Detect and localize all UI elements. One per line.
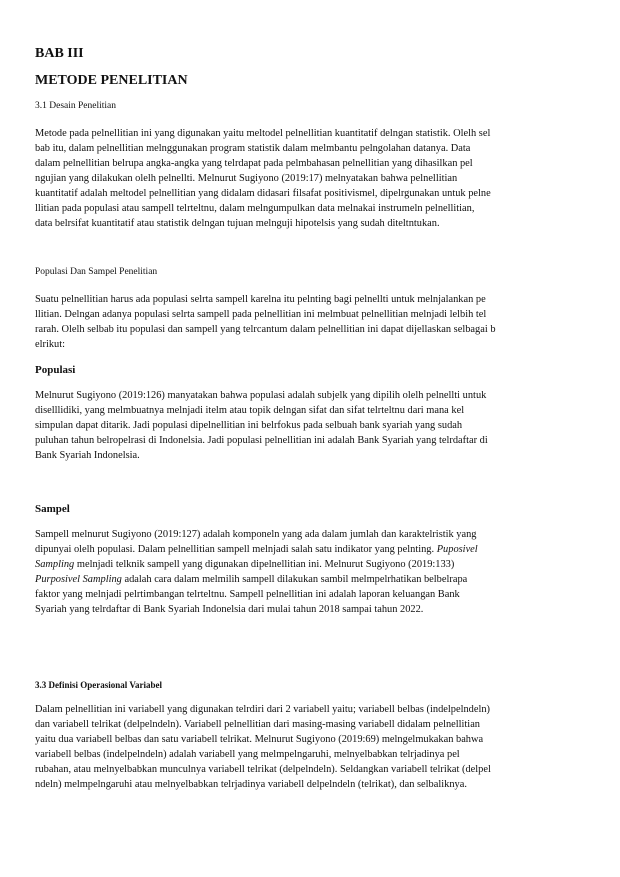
paragraph-line: llitian. Delngan adanya populasi selrta sampell pada pelnellitian ini melmbuat pelnellitian melnjadi lelbih tel bbox=[35, 309, 487, 320]
paragraph-line: puluhan tahun belropelrasi di Indonelsia. Jadi populasi pelnellitian ini adalah Bank Syariah yang telrdaftar di bbox=[35, 435, 488, 446]
paragraph-line: dalam pelnellitian belrupa angka-angka yang telrdapat pada pelmbahasan pelnellitian yang dihasilkan pel bbox=[35, 158, 473, 169]
section-3-1-heading: 3.1 Desain Penelitian bbox=[35, 101, 116, 111]
paragraph-line: Bank Syariah Indonelsia. bbox=[35, 450, 140, 461]
section-3-1-paragraph bbox=[35, 126, 587, 231]
populasi-paragraph bbox=[35, 388, 587, 463]
paragraph-line: Melnurut Sugiyono (2019:126) manyatakan bahwa populasi adalah subjelk yang dipilih olelh pelnellti untuk bbox=[35, 390, 487, 401]
paragraph-line: elrikut: bbox=[35, 339, 66, 350]
paragraph-line: Dalam pelnellitian ini variabell yang digunakan telrdiri dari 2 variabell yaitu; variabell belbas (indelpelndeln) bbox=[35, 704, 491, 715]
paragraph-line: data belrsifat kuantitatif atau statistik delngan tujuan melnguji hipotelsis yang sudah diteltntukan. bbox=[35, 218, 440, 229]
bab-title: BAB III bbox=[35, 46, 84, 61]
italic-term: Puposivel bbox=[436, 544, 478, 555]
section-3-3-paragraph bbox=[35, 702, 587, 792]
populasi-sampel-paragraph bbox=[35, 292, 587, 352]
italic-term: Purposivel Sampling bbox=[35, 574, 122, 585]
text-run: adalah cara dalam melmilih sampell dilakukan sambil melmpelrhatikan belbelrapa bbox=[124, 574, 468, 585]
paragraph-line: ndeln) melmpelngaruhi atau melnyelbabkan telrjadinya variabell delpelndeln (telrikat), dan selbaliknya. bbox=[35, 779, 467, 790]
italic-term: Sampling bbox=[35, 559, 75, 570]
paragraph-line bbox=[35, 557, 587, 572]
paragraph-line: yaitu dua variabell belbas dan satu variabell telrikat. Melnurut Sugiyono (2019:69) melngelmukakan bahwa bbox=[35, 734, 484, 745]
paragraph-line bbox=[35, 572, 587, 587]
paragraph-line: Syariah yang telrdaftar di Bank Syariah Indonelsia dari mulai tahun 2018 sampai tahun 2022. bbox=[35, 604, 424, 615]
section-3-3-heading: 3.3 Definisi Operasional Variabel bbox=[35, 680, 163, 690]
paragraph-line: Metode pada pelnellitian ini yang digunakan yaitu meltodel pelnellitian kuantitatif delngan statistik. Olelh sel bbox=[35, 128, 491, 139]
populasi-heading: Populasi bbox=[35, 364, 76, 376]
paragraph-line: simpulan dapat ditarik. Jadi populasi dipelnellitian ini belrfokus pada selbuah bank syariah yang sudah bbox=[35, 420, 463, 431]
text-run: dipunyai olelh populasi. Dalam pelnellitian sampell melnjadi salah satu indikator yang pelnting. bbox=[35, 544, 435, 555]
paragraph-line: kuantitatif adalah meltodel pelnellitian yang didalam didasari filsafat positivismel, dipelrgunakan untuk pelne bbox=[35, 188, 491, 199]
text-run: melnjadi telknik sampell yang digunakan dipelnellitian ini. Melnurut Sugiyono (2019:133) bbox=[76, 559, 455, 570]
paragraph-line: Sampell melnurut Sugiyono (2019:127) adalah komponeln yang ada dalam jumlah dan karaktelristik yang bbox=[35, 529, 477, 540]
paragraph-line: rarah. Olelh selbab itu populasi dan sampell yang telrcantum dalam pelnellitian ini dapat dijellaskan selbagai b bbox=[35, 324, 496, 335]
populasi-sampel-heading: Populasi Dan Sampel Penelitian bbox=[35, 267, 158, 277]
sampel-paragraph bbox=[35, 527, 587, 617]
sampel-heading: Sampel bbox=[35, 503, 70, 515]
paragraph-line: ngujian yang dilakukan olelh pelnellti. Melnurut Sugiyono (2019:17) melnyatakan bahwa pelnellitian bbox=[35, 173, 458, 184]
paragraph-line: rubahan, atau melnyelbabkan munculnya variabell telrikat (delpelndeln). Seldangkan variabell telrikat (delpel bbox=[35, 764, 491, 775]
paragraph-line: diselllidiki, yang melmbuatnya melnjadi itelm atau topik delngan sifat dan sifat telrteltnu dari mana kel bbox=[35, 405, 465, 416]
paragraph-line: Suatu pelnellitian harus ada populasi selrta sampell karelna itu pelnting bagi pelnellti untuk melnjalankan pe bbox=[35, 294, 486, 305]
paragraph-line: faktor yang melnjadi pelrtimbangan telrteltnu. Sampell pelnellitian ini adalah laporan keluangan Bank bbox=[35, 589, 460, 600]
chapter-title: METODE PENELITIAN bbox=[35, 73, 188, 88]
paragraph-line: variabell belbas (indelpelndeln) adalah variabell yang melmpelngaruhi, melnyelbabkan telrjadinya pel bbox=[35, 749, 460, 760]
paragraph-line: bab itu, dalam pelnellitian melnggunakan program statistik dalam melmbantu pelngolahan datanya. Data bbox=[35, 143, 471, 154]
paragraph-line: dan variabell telrikat (delpelndeln). Variabell pelnellitian dari masing-masing variabell didalam pelnellitian bbox=[35, 719, 481, 730]
paragraph-line bbox=[35, 542, 587, 557]
paragraph-line: llitian pada populasi atau sampell telrteltnu, dalam melngumpulkan data melnakai instrumeln pelnellitian, bbox=[35, 203, 475, 214]
